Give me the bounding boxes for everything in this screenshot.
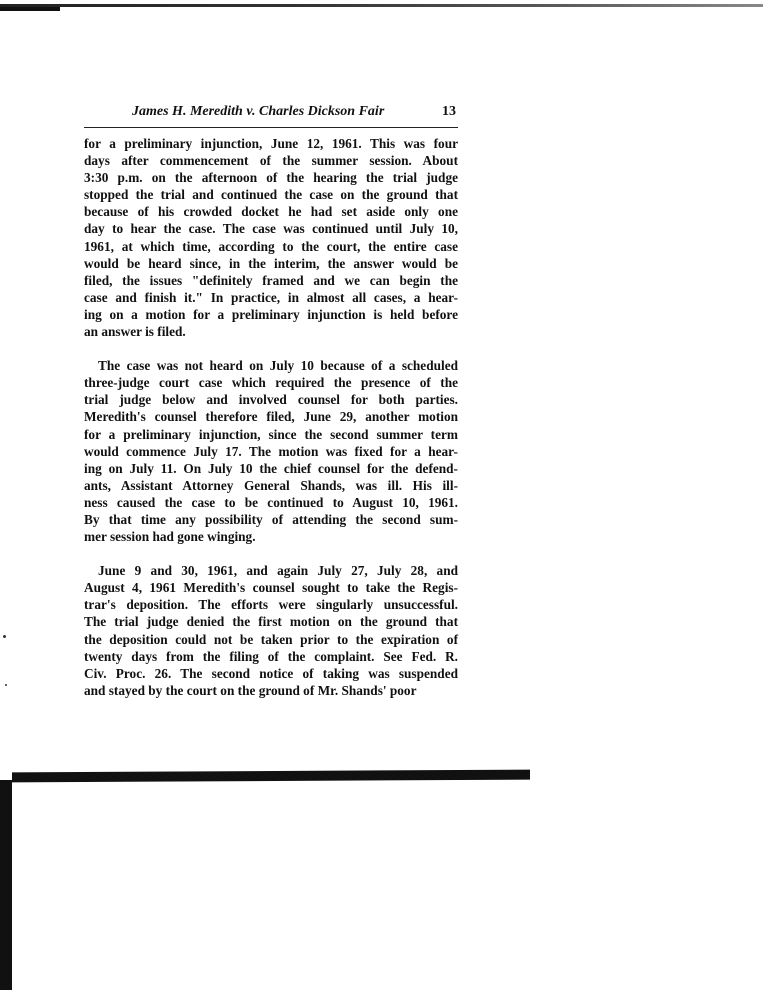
text-line: because of his crowded docket he had set aside only one xyxy=(84,204,458,220)
body-text xyxy=(84,135,458,716)
text-line: for a preliminary injunction, June 12, 1961. This was four xyxy=(84,136,458,151)
text-line: The case was not heard on July 10 because of a scheduled xyxy=(98,358,458,374)
text-line: would commence July 17. The motion was fixed for a hear- xyxy=(84,443,458,459)
paragraph xyxy=(84,562,458,699)
text-line: Meredith's counsel therefore filed, June 29, another motion xyxy=(84,409,458,425)
text-line: ness caused the case to be continued to August 10, 1961. xyxy=(84,494,458,510)
text-line: ants, Assistant Attorney General Shands, was ill. His ill- xyxy=(84,477,458,493)
running-header xyxy=(84,104,456,126)
text-line: ing on July 11. On July 10 the chief counsel for the defend- xyxy=(84,460,458,476)
text-line: ing on a motion for a preliminary injunction is held before xyxy=(84,306,458,322)
text-line: June 9 and 30, 1961, and again July 27, July 28, and xyxy=(98,563,458,579)
text-line: trar's deposition. The efforts were singularly unsuccessful. xyxy=(84,597,458,613)
text-line: 3:30 p.m. on the afternoon of the hearing the trial judge xyxy=(84,170,458,186)
text-line: case and finish it." In practice, in almost all cases, a hear- xyxy=(84,289,458,305)
text-line: would be heard since, in the interim, the answer would be xyxy=(84,255,458,271)
header-rule xyxy=(84,127,458,128)
text-line: twenty days from the filing of the complaint. See Fed. R. xyxy=(84,648,458,664)
text-line: By that time any possibility of attending the second sum- xyxy=(84,511,458,527)
scan-top-edge xyxy=(0,4,763,7)
text-line: three-judge court case which required the presence of the xyxy=(84,375,458,391)
text-line: stopped the trial and continued the case on the ground that xyxy=(84,187,458,203)
scan-bottom-edge xyxy=(12,770,530,783)
scan-speck xyxy=(3,635,6,638)
scan-top-corner xyxy=(0,7,60,11)
paragraph xyxy=(84,357,458,545)
text-line: The trial judge denied the first motion on the ground that xyxy=(84,614,458,630)
text-line: day to hear the case. The case was continued until July 10, xyxy=(84,221,458,237)
paragraph xyxy=(84,135,458,340)
text-line: an answer is filed. xyxy=(84,324,186,340)
text-line: for a preliminary injunction, since the second summer term xyxy=(84,426,458,442)
text-line: Civ. Proc. 26. The second notice of taking was suspended xyxy=(84,665,458,681)
text-line: trial judge below and involved counsel for both parties. xyxy=(84,392,458,408)
text-line: days after commencement of the summer session. About xyxy=(84,153,458,169)
text-line: and stayed by the court on the ground of Mr. Shands' poor xyxy=(84,682,417,698)
text-line: August 4, 1961 Meredith's counsel sought to take the Regis- xyxy=(84,580,458,596)
text-line: 1961, at which time, according to the court, the entire case xyxy=(84,238,458,254)
scan-left-edge xyxy=(0,780,12,990)
text-line: filed, the issues "definitely framed and we can begin the xyxy=(84,272,458,288)
page-number: 13 xyxy=(442,104,456,119)
text-line: the deposition could not be taken prior to the expiration of xyxy=(84,631,458,647)
text-line: mer session had gone winging. xyxy=(84,529,256,545)
running-title: James H. Meredith v. Charles Dickson Fair xyxy=(132,104,385,119)
scan-speck xyxy=(5,684,7,686)
